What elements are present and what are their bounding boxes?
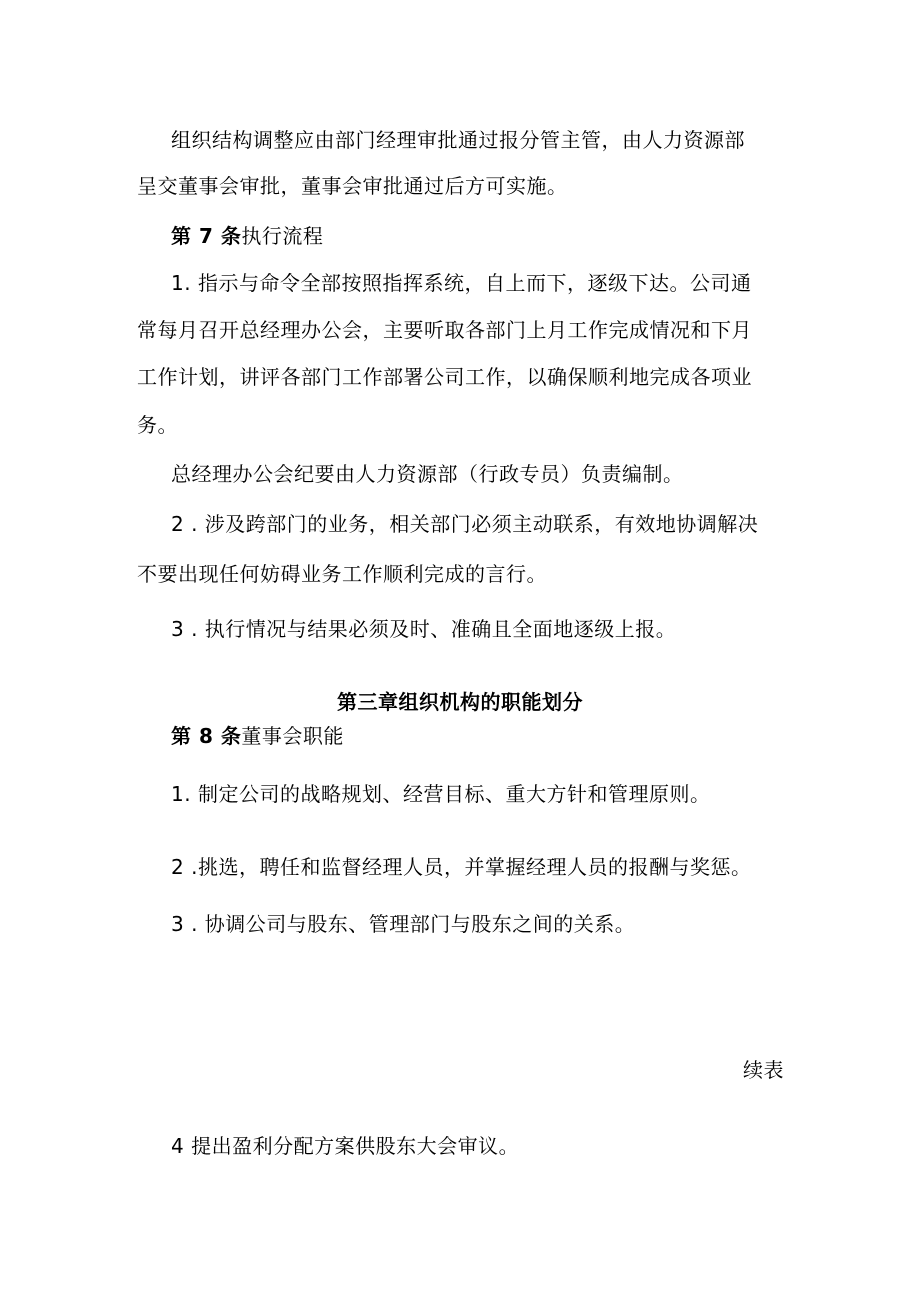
article7-heading	[171, 224, 323, 248]
article8-number: 第 8 条	[171, 724, 242, 748]
para1-line2: 呈交董事会审批，董事会审批通过后方可实施。	[137, 174, 568, 198]
para1-line1: 组织结构调整应由部门经理审批通过报分管主管，由人力资源部	[171, 128, 745, 152]
item7-2-line2: 不要出现任何妨碍业务工作顺利完成的言行。	[137, 562, 547, 586]
item7-1-line1: 1. 指示与命令全部按照指挥系统，自上而下，逐级下达。公司通	[171, 271, 752, 295]
item7-1-line2: 常每月召开总经理办公会，主要听取各部门上月工作完成情况和下月	[137, 318, 752, 342]
article7-title: 执行流程	[241, 224, 324, 248]
item7-1-line4: 务。	[137, 413, 178, 437]
article8-title: 董事会职能	[241, 724, 344, 748]
item8-2: 2 .挑选，聘任和监督经理人员，并掌握经理人员的报酬与奖惩。	[171, 855, 752, 879]
continued-label: 续表	[743, 1058, 784, 1082]
meeting-minutes-text: 总经理办公会纪要由人力资源部（行政专员）负责编制。	[171, 462, 684, 486]
chapter3-title: 第三章组织机构的职能划分	[337, 690, 583, 714]
item7-3: 3 . 执行情况与结果必须及时、准确且全面地逐级上报。	[171, 617, 677, 641]
item8-4: 4 提出盈利分配方案供股东大会审议。	[171, 1134, 520, 1158]
article7-number: 第 7 条	[171, 224, 242, 248]
item7-1-line3: 工作计划，讲评各部门工作部署公司工作，以确保顺利地完成各项业	[137, 365, 752, 389]
item7-2-line1: 2 . 涉及跨部门的业务，相关部门必须主动联系，有效地协调解决	[171, 512, 759, 536]
item8-3: 3 . 协调公司与股东、管理部门与股东之间的关系。	[171, 912, 636, 936]
article8-heading	[171, 724, 344, 748]
item8-1: 1. 制定公司的战略规划、经营目标、重大方针和管理原则。	[171, 782, 711, 806]
